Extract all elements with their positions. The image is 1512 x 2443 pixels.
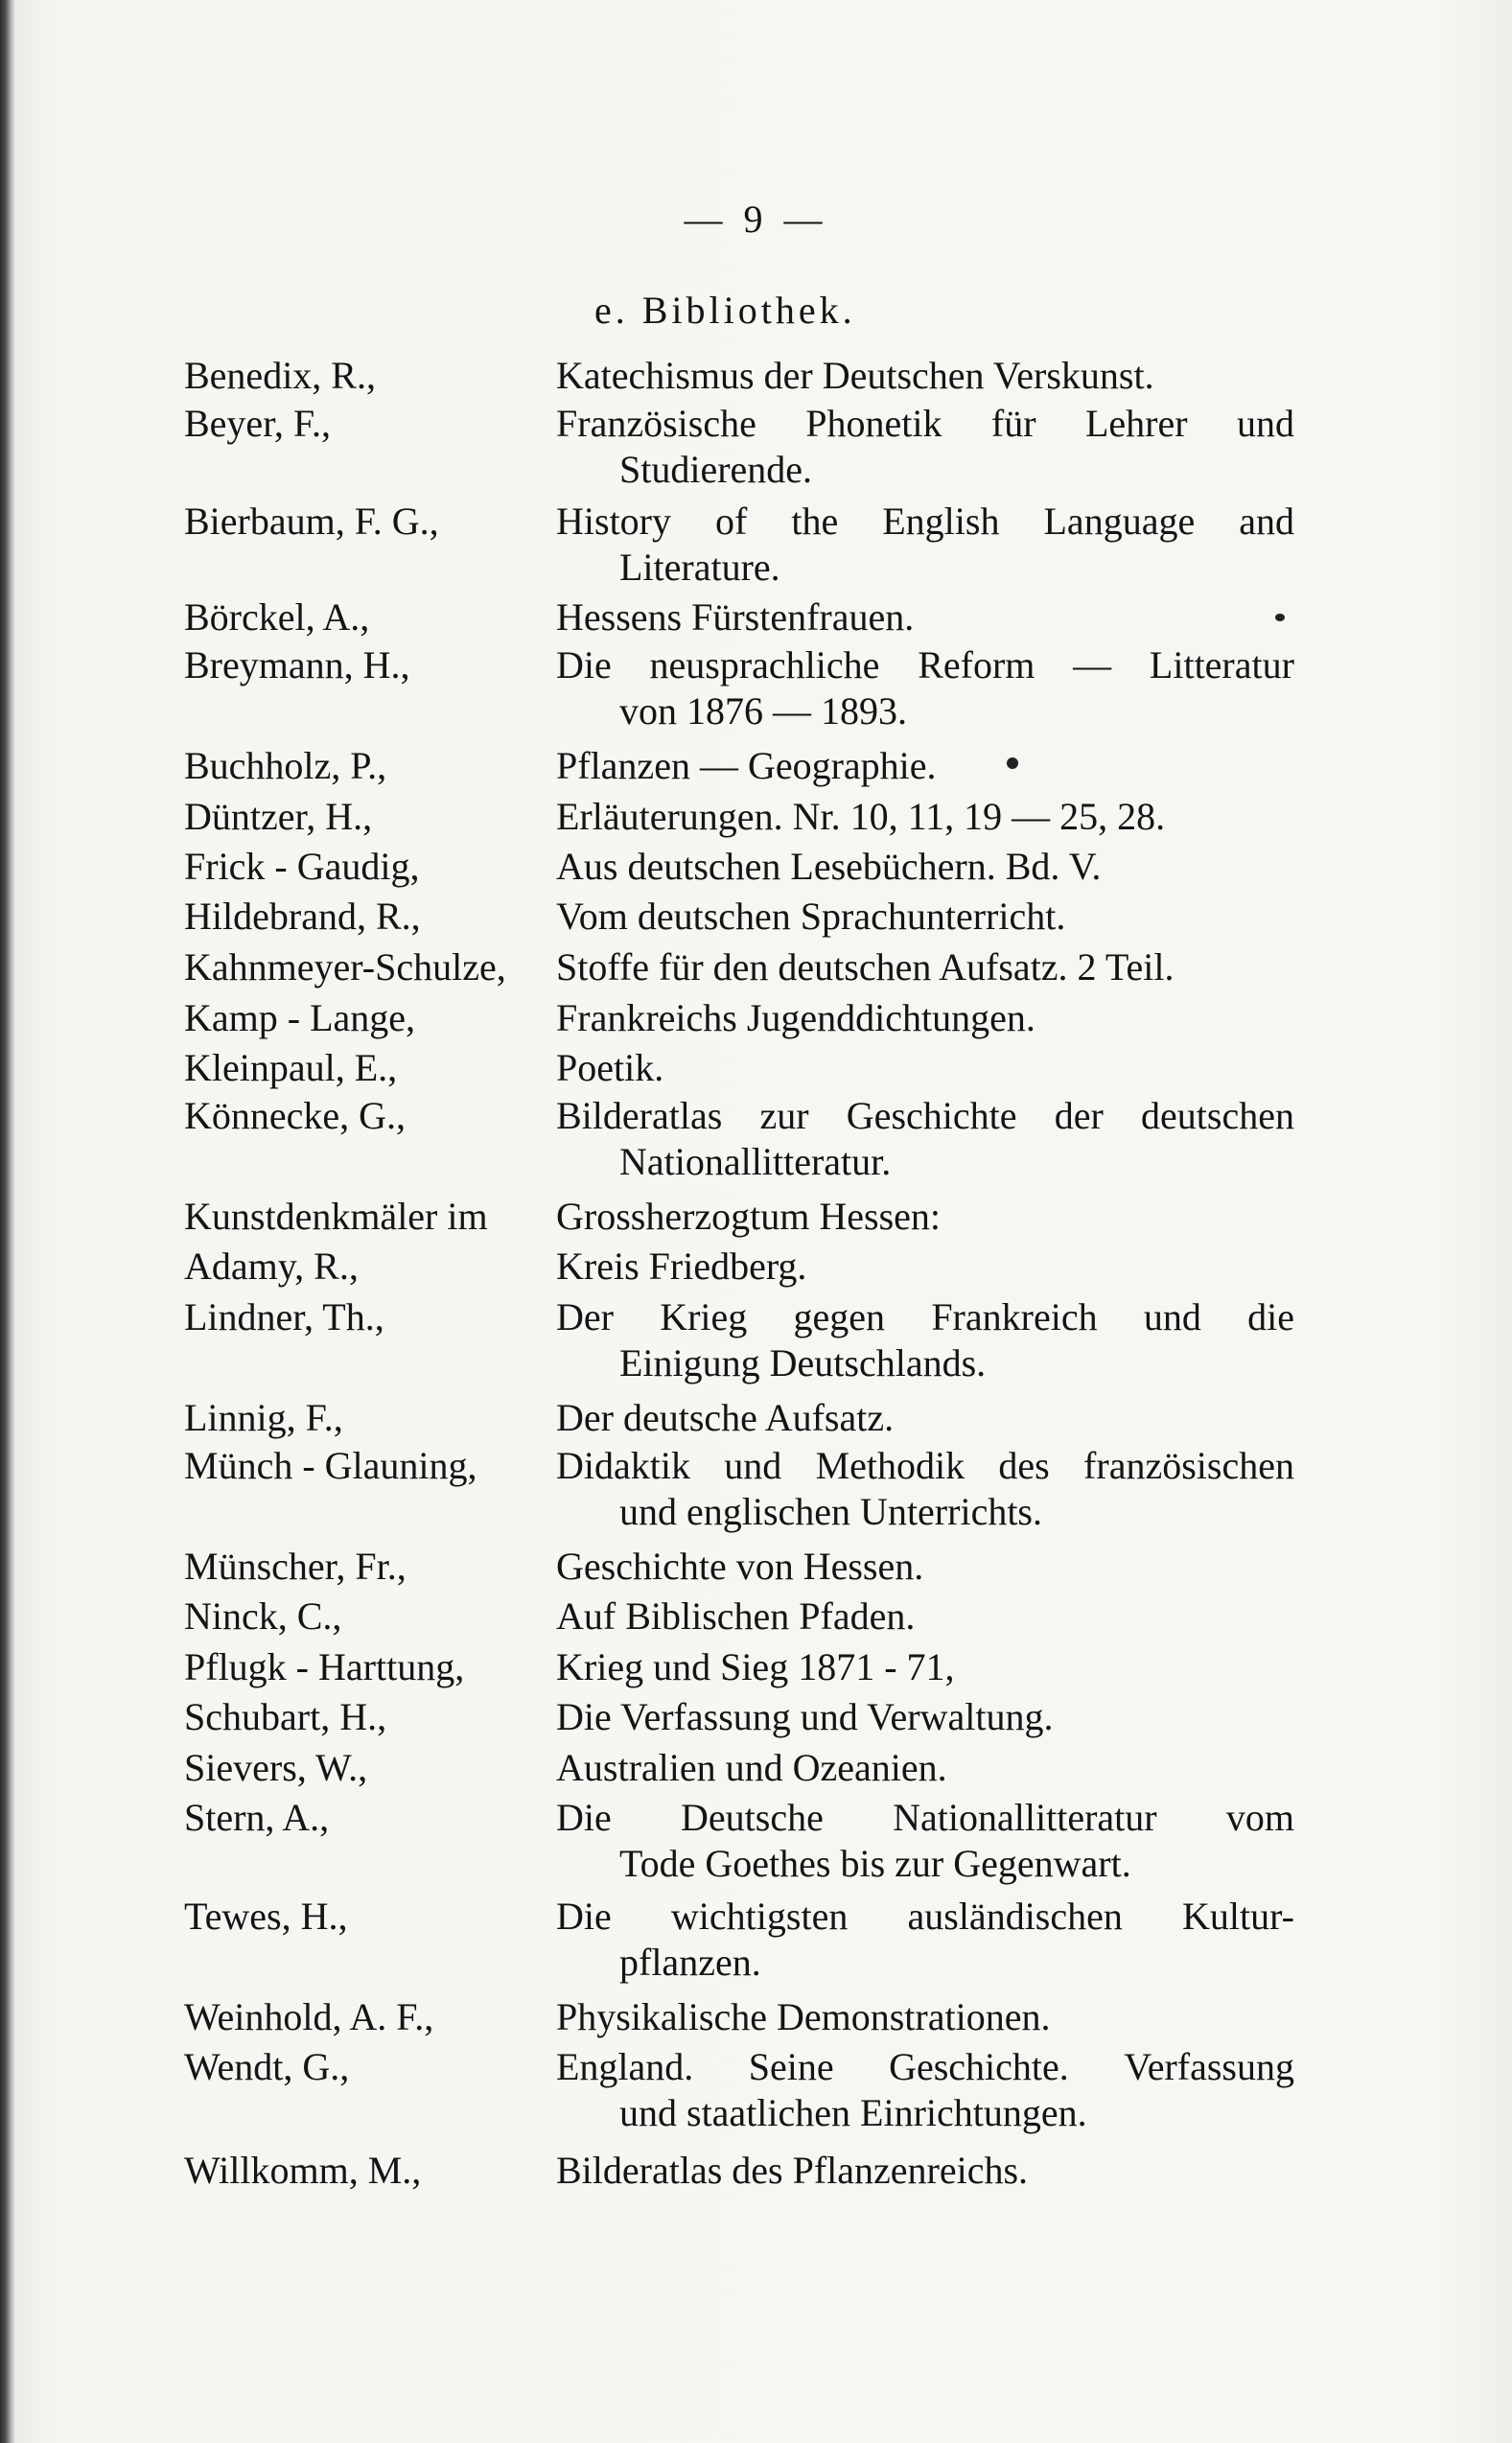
entry-title [556,1745,1294,1791]
entry-title [556,1395,1294,1441]
entry-title-line: Französische Phonetik für Lehrer und [556,402,1294,445]
entry-author: Breymann, H., [184,643,410,686]
section-title: e. Bibliothek. [594,289,856,332]
entry-title [556,594,1294,640]
entry-author: Kleinpaul, E., [184,1046,398,1089]
entry-title-line: Der deutsche Aufsatz. [556,1396,895,1439]
entry-title-line: Poetik. [556,1046,664,1089]
entry-title [556,894,1294,940]
entry-author: Münscher, Fr., [184,1545,407,1588]
entry-title [556,2148,1294,2194]
entry-title [556,1544,1294,1590]
entry-title-line: Hessens Fürstenfrauen. [556,595,915,639]
entry-author: Lindner, Th., [184,1295,384,1338]
entry-title-line: Frankreichs Jugenddichtungen. [556,996,1035,1039]
entry-author: Benedix, R., [184,354,376,397]
entry-title-line: Vom deutschen Sprachunterricht. [556,895,1066,938]
entry-author: Bierbaum, F. G., [184,500,439,543]
entry-title-continuation: Tode Goethes bis zur Gegenwart. [619,1842,1131,1885]
entry-title [556,1694,1294,1740]
entry-title-line: Erläuterungen. Nr. 10, 11, 19 — 25, 28. [556,795,1166,838]
entry-title [556,995,1294,1041]
entry-title-line: England. Seine Geschichte. Verfassung [556,2045,1294,2088]
entry-title [556,1093,1294,1185]
entry-title [556,1045,1294,1091]
entry-title-line: Stoffe für den deutschen Aufsatz. 2 Teil. [556,945,1175,989]
entry-title-line: Die Deutsche Nationallitteratur vom [556,1796,1294,1839]
entry-title [556,794,1294,840]
entry-title [556,1244,1294,1290]
entry-title [556,1194,1294,1240]
entry-author: Buchholz, P., [184,744,387,787]
entry-title [556,1644,1294,1690]
entry-title-continuation: und englischen Unterrichts. [619,1490,1042,1533]
entry-title-continuation: pflanzen. [619,1941,761,1984]
entry-title [556,1894,1294,1986]
entry-title-line: Auf Biblischen Pfaden. [556,1594,916,1638]
entry-author: Frick - Gaudig, [184,845,420,888]
entry-title-line: Die neusprachliche Reform — Litteratur [556,643,1294,686]
entry-title-continuation: Literature. [619,546,780,589]
print-speck [1275,614,1285,621]
entry-author: Sievers, W., [184,1746,368,1789]
entry-author: Tewes, H., [184,1895,348,1938]
entry-author: Kahnmeyer-Schulze, [184,945,506,989]
entry-title-line: Katechismus der Deutschen Verskunst. [556,354,1154,397]
page-number: — 9 — [684,198,828,241]
entry-title-line: Aus deutschen Lesebüchern. Bd. V. [556,845,1102,888]
entry-author: Kunstdenkmäler im [184,1195,488,1238]
entry-author: Hildebrand, R., [184,895,421,938]
entry-title-line: Der Krieg gegen Frankreich und die [556,1295,1294,1338]
entry-author: Adamy, R., [184,1245,359,1288]
entry-author: Willkomm, M., [184,2149,422,2192]
entry-author: Düntzer, H., [184,795,373,838]
entry-title [556,642,1294,734]
entry-title-line: Die wichtigsten ausländischen Kultur- [556,1895,1294,1938]
entry-title-line: Didaktik und Methodik des französischen [556,1444,1294,1487]
entry-author: Beyer, F., [184,402,331,445]
entry-title [556,353,1294,399]
entry-title [556,844,1294,890]
entry-title [556,944,1294,990]
entry-title-line: Bilderatlas des Pflanzenreichs. [556,2149,1029,2192]
entry-title [556,1994,1294,2040]
entry-title-line: Kreis Friedberg. [556,1245,807,1288]
entry-title-continuation: Studierende. [619,448,813,491]
entry-title [556,1795,1294,1887]
entry-title-continuation: Einigung Deutschlands. [619,1341,987,1384]
entry-title [556,1443,1294,1535]
entry-title [556,499,1294,591]
entry-author: Ninck, C., [184,1594,342,1638]
entry-author: Münch - Glauning, [184,1444,477,1487]
entry-author: Pflugk - Harttung, [184,1645,465,1688]
entry-author: Stern, A., [184,1796,330,1839]
entry-title-line: Bilderatlas zur Geschichte der deutschen [556,1094,1294,1137]
entry-title-line: Krieg und Sieg 1871 - 71, [556,1645,955,1688]
entry-title [556,401,1294,493]
entry-author: Börckel, A., [184,595,370,639]
entry-title-line: Pflanzen — Geographie. [556,744,937,787]
entry-title-continuation: und staatlichen Einrichtungen. [619,2091,1087,2134]
print-speck [1007,757,1018,769]
entry-title [556,743,1294,789]
entry-author: Weinhold, A. F., [184,1995,434,2038]
entry-title-line: Australien und Ozeanien. [556,1746,947,1789]
entry-title [556,1594,1294,1640]
entry-title-line: Die Verfassung und Verwaltung. [556,1695,1054,1738]
entry-title-line: Grossherzogtum Hessen: [556,1195,942,1238]
entry-title [556,1294,1294,1386]
page-edge-shadow [0,0,15,2443]
entry-title-line: Geschichte von Hessen. [556,1545,924,1588]
entry-title-continuation: von 1876 — 1893. [619,689,907,733]
entry-author: Linnig, F., [184,1396,343,1439]
entry-title [556,2044,1294,2136]
entry-title-line: Physikalische Demonstrationen. [556,1995,1051,2038]
entry-author: Kamp - Lange, [184,996,416,1039]
entry-author: Könnecke, G., [184,1094,407,1137]
entry-author: Wendt, G., [184,2045,350,2088]
entry-title-continuation: Nationallitteratur. [619,1140,892,1183]
entry-title-line: History of the English Language and [556,500,1294,543]
entry-author: Schubart, H., [184,1695,387,1738]
